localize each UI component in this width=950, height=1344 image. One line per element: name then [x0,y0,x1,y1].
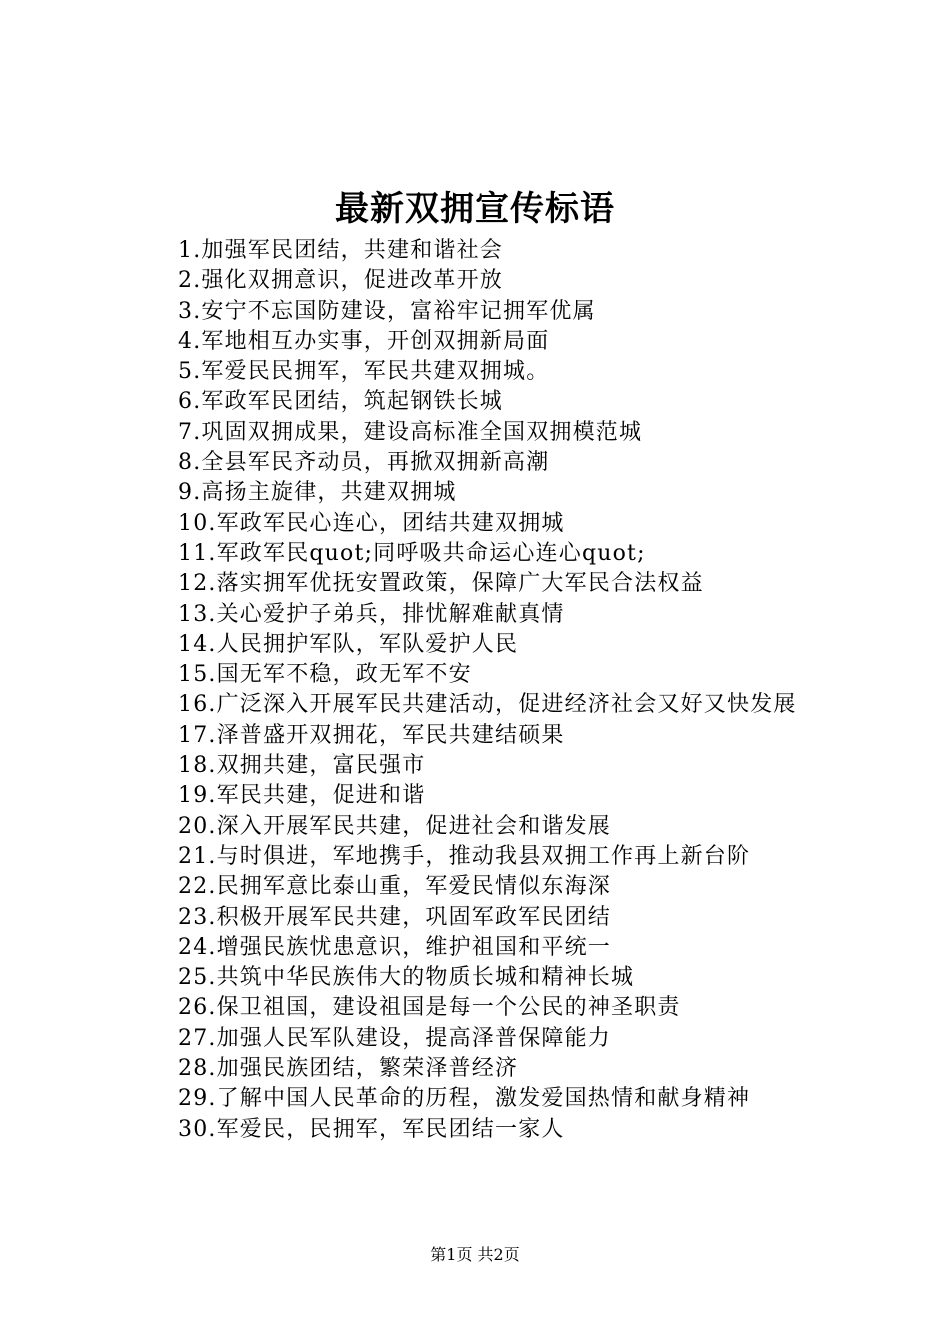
list-item: 16.广泛深入开展军民共建活动，促进经济社会又好又快发展 [178,692,797,718]
list-item: 25.共筑中华民族伟大的物质长城和精神长城 [178,965,635,991]
list-item: 15.国无军不稳，政无军不安 [178,662,472,688]
list-item: 13.关心爱护子弟兵，排忧解难献真情 [178,601,565,627]
list-item: 11.军政军民quot;同呼吸共命运心连心quot; [178,540,646,566]
list-item: 12.落实拥军优抚安置政策，保障广大军民合法权益 [178,571,704,597]
list-item: 14.人民拥护军队，军队爱护人民 [178,631,519,657]
list-item: 9.高扬主旋律，共建双拥城 [178,480,457,506]
list-item: 18.双拥共建，富民强市 [178,753,426,779]
list-item: 22.民拥军意比泰山重，军爱民情似东海深 [178,874,611,900]
list-item: 21.与时俱进，军地携手，推动我县双拥工作再上新台阶 [178,843,751,869]
list-item: 23.积极开展军民共建，巩固军政军民团结 [178,904,611,930]
list-item: 2.强化双拥意识，促进改革开放 [178,268,503,294]
list-item: 26.保卫祖国，建设祖国是每一个公民的神圣职责 [178,995,681,1021]
list-item: 20.深入开展军民共建，促进社会和谐发展 [178,813,611,839]
list-item: 5.军爱民民拥军，军民共建双拥城。 [178,359,550,385]
list-item: 1.加强军民团结，共建和谐社会 [178,238,503,263]
list-item: 17.泽普盛开双拥花，军民共建结硕果 [178,722,565,748]
list-item: 24.增强民族忧患意识，维护祖国和平统一 [178,934,611,960]
list-item: 4.军地相互办实事，开创双拥新局面 [178,328,550,354]
page-footer: 第1页 共2页 [430,1245,520,1264]
list-item: 6.军政军民团结，筑起钢铁长城 [178,389,503,415]
list-item: 8.全县军民齐动员，再掀双拥新高潮 [178,450,550,476]
list-item: 3.安宁不忘国防建设，富裕牢记拥军优属 [178,298,596,324]
list-item: 28.加强民族团结，繁荣泽普经济 [178,1056,519,1082]
list-item: 27.加强人民军队建设，提高泽普保障能力 [178,1025,611,1051]
list-item: 7.巩固双拥成果，建设高标准全国双拥模范城 [178,419,643,445]
list-item: 29.了解中国人民革命的历程，激发爱国热情和献身精神 [178,1086,751,1112]
list-item: 30.军爱民，民拥军，军民团结一家人 [178,1116,565,1142]
document-title: 最新双拥宣传标语 [335,189,615,229]
list-item: 10.军政军民心连心，团结共建双拥城 [178,510,565,536]
slogan-list [130,236,840,1145]
list-item: 19.军民共建，促进和谐 [178,783,426,809]
